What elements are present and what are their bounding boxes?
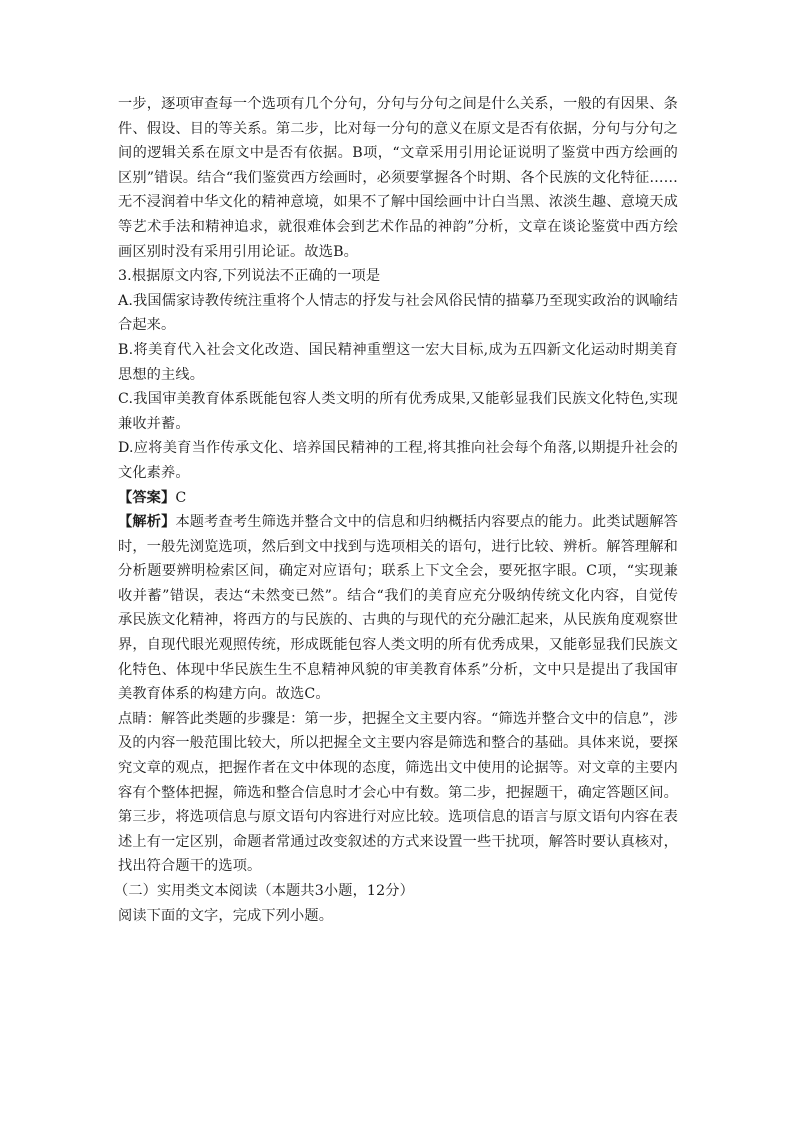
reading-instruction: 阅读下面的文字，完成下列小题。 [118,907,334,924]
section-heading: （二）实用类文本阅读（本题共3小题，12分） [114,883,414,899]
answer-line [118,486,678,511]
answer-label: 【答案】 [118,489,176,506]
option-d: D.应将美育当作传承文化、培养国民精神的工程,将其推向社会每个角落,以期提升社会的文化素养。 [118,440,678,481]
option-a: A.我国儒家诗教传统注重将个人情志的抒发与社会风俗民情的描摹乃至现实政治的讽喻结合起来。 [118,292,678,334]
answer-value: C [175,489,187,506]
option-c: C.我国审美教育体系既能包容人类文明的所有优秀成果,又能彰显我们民族文化特色,实现兼收并蓄。 [118,391,678,432]
analysis-label: 【解析】 [118,514,176,531]
question-3-stem: 3.根据原文内容,下列说法不正确的一项是 [118,268,381,285]
analysis-text: 本题考查考生筛选并整合文中的信息和归纳概括内容要点的能力。此类试题解答时，一般先浏览选项，然后到文中找到与选项相关的语句，进行比较、辨析。解答理解和分析题要辨明检索区间，确定对应语句；联系上下文全会，要死抠字眼。C项，“实现兼收并蓄”错误，表达“未然变已然”。结合“我们的美育应充分吸纳传统文化内容，自觉传承民族文化精神，将西方的与民族的、古典的与现代的充分融汇起来，从民族角度观察世界，自现代眼光观照传统，形成既能包容人类文明的所有优秀成果，又能彰显我们民族文化特色、体现中华民族生生不息精神风貌的审美教育体系”分析，文中只是提出了我国审美教育体系的构建方向。故选C。 [118,514,678,703]
document-page [114,92,678,928]
tip-paragraph: 点睛：解答此类题的步骤是：第一步，把握全文主要内容。“筛选并整合文中的信息”，涉及的内容一般范围比较大，所以把握全文主要内容是筛选和整合的基础。具体来说，要探究文章的观点，把握作者在文中体现的态度，筛选出文中使用的论据等。对文章的主要内容有个整体把握，筛选和整合信息时才会心中有数。第二步，把握题干，确定答题区间。第三步，将选项信息与原文语句内容进行对应比较。选项信息的语言与原文语句内容在表述上有一定区别，命题者常通过改变叙述的方式来设置一些干扰项，解答时要认真核对，找出符合题干的选项。 [118,710,678,875]
analysis-paragraph [118,510,678,707]
option-b: B.将美育代入社会文化改造、国民精神重塑这一宏大目标,成为五四新文化运动时期美育思想的主线。 [118,341,678,383]
analysis-continuation: 一步，逐项审查每一个选项有几个分句，分句与分句之间是什么关系，一般的有因果、条件、假设、目的等关系。第二步，比对每一分句的意义在原文是否有依据，分句与分句之间的逻辑关系在原文中是否有依据。B项，“文章采用引用论证说明了鉴赏中西方绘画的区别”错误。结合“我们鉴赏西方绘画时，必须要掌握各个时期、各个民族的文化特征……无不浸润着中华文化的精神意境，如果不了解中国绘画中计白当黑、浓淡生趣、意境天成等艺术手法和精神追求，就很难体会到艺术作品的神韵”分析，文章在谈论鉴赏中西方绘画区别时没有采用引用论证。故选B。 [118,96,678,260]
